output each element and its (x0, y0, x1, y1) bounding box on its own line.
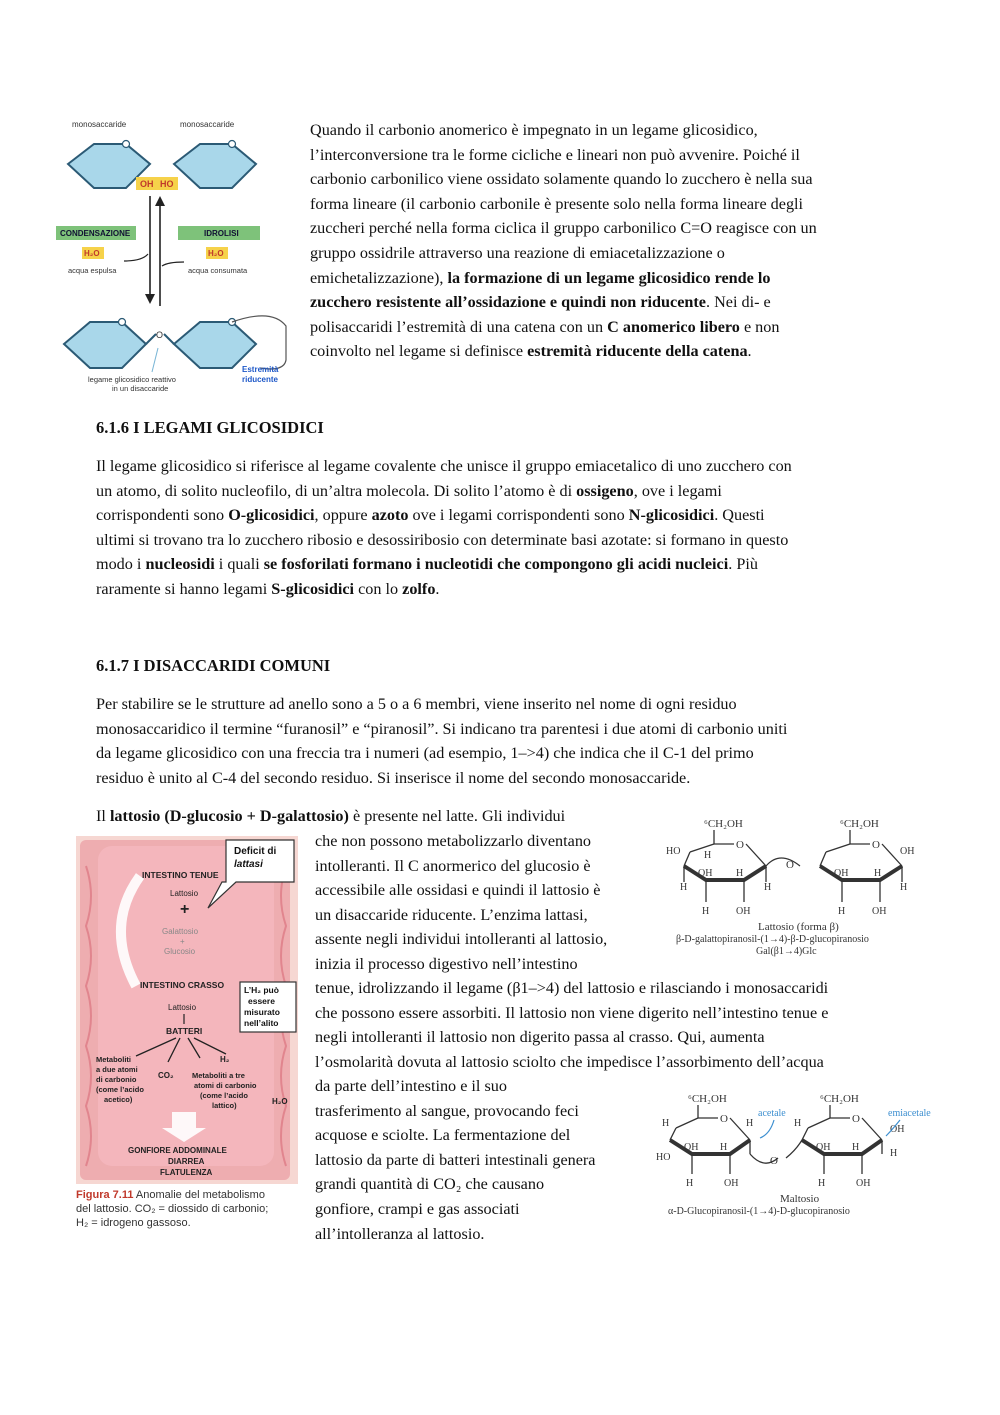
intro-line: gruppo ossidrile attraverso una reazione di emiacetalizzazione o (310, 243, 725, 262)
intro-line (310, 339, 910, 364)
intro-line (310, 266, 910, 291)
label-ch2oh-right: ⁶CH₂OH (820, 1093, 859, 1105)
body-line: che non possono metabolizzarlo diventano (315, 832, 592, 850)
svg-text:OH: OH (736, 906, 751, 917)
body-line: grandi quantità di CO₂ che causano (315, 1175, 545, 1194)
text-span: ove i legami corrispondenti sono (408, 506, 629, 525)
body-line: residuo è unito al C-4 del secondo residuo. Si inserisce il nome del secondo monosaccaride. (96, 768, 691, 787)
body-line: l’osmolarità dovuta al lattosio sciolto che impedisce l’assorbimento dell’acqua (315, 1052, 824, 1071)
body-line (96, 577, 916, 602)
svg-text:HO: HO (666, 846, 681, 857)
svg-text:H: H (736, 868, 744, 879)
svg-text:H: H (818, 1178, 826, 1189)
label-acqua-consumata: acqua consumata (188, 266, 248, 275)
svg-text:H: H (704, 850, 712, 861)
label-metaboliti-tre: lattico) (212, 1101, 237, 1110)
label-lattosio-2: Lattosio (168, 1003, 197, 1012)
svg-text:OH: OH (872, 906, 887, 917)
label-mono-right: monosaccaride (180, 120, 235, 129)
text-span: è presente nel latte. Gli individui (348, 807, 566, 825)
label-glucosio: Glucosio (164, 947, 196, 956)
label-co2: CO₂ (158, 1071, 174, 1080)
svg-text:O: O (770, 1155, 778, 1167)
bold-span: lattosio (D-glucosio + D-galattosio) (109, 807, 349, 825)
label-h2o-left: H₂O (84, 249, 100, 258)
svg-text:OH: OH (724, 1178, 739, 1189)
bold-span: se fosforilati formano i nucleotidi che compongono gli acidi nucleici (263, 555, 729, 574)
body-line: un disaccaride riducente. L’enzima lattasi, (315, 905, 588, 924)
section-title-616: 6.1.6 I LEGAMI GLICOSIDICI (96, 418, 324, 437)
figure-caption (76, 1188, 298, 1230)
body-line: tenue, idrolizzando il legame (β1–>4) del lattosio e rilasciando i monosaccaridi (315, 979, 829, 997)
label-lattosio-name: β-D-galattopiranosil-(1→4)-β-D-glucopiranosio (676, 934, 869, 945)
body-line: da parte dell’intestino e il suo (315, 1077, 507, 1095)
svg-text:OH: OH (890, 1124, 905, 1135)
intro-line: zuccheri perché nella forma ciclica il gruppo carbonilico C=O reagisce con un (310, 219, 817, 238)
label-acqua-espulsa: acqua espulsa (68, 266, 117, 275)
intro-line: l’interconversione tra le forme cicliche e lineari non può avvenire. Poiché il (310, 145, 800, 164)
lattosio-line-1 (96, 804, 656, 829)
label-outcome: GONFIORE ADDOMINALE (128, 1146, 227, 1155)
body-line: accessibile alle ossidasi e quindi il lattosio è (315, 881, 601, 900)
intestine-diagram (76, 836, 298, 1236)
svg-text:O: O (872, 839, 880, 851)
section-616-body (96, 454, 916, 602)
label-legame-1: legame glicosidico reattivo (88, 375, 176, 384)
figure-glycosidic-bond (54, 116, 294, 401)
intro-line: forma lineare (il carbonio carbonile è presente solo nella forma lineare degli (310, 194, 804, 213)
svg-text:H: H (680, 882, 688, 893)
label-acetale: acetale (758, 1108, 786, 1119)
caption-line: del lattosio. CO₂ = diossido di carbonio; (76, 1203, 269, 1215)
label-ho: HO (160, 179, 174, 189)
label-emiacetale: emiacetale (888, 1108, 931, 1119)
body-line: da legame glicosidico con una freccia tra i numeri (ad esempio, 1–>4) che indica che il C-1 del primo (96, 744, 754, 763)
svg-text:O: O (786, 859, 794, 871)
lattosio-structure-svg (660, 810, 920, 960)
bold-span: azoto (371, 506, 409, 525)
label-o-link: O (156, 330, 164, 340)
svg-text:H: H (874, 868, 882, 879)
label-galattosio: Galattosio (162, 927, 199, 936)
label-maltosio-name: α-D-Glucopiranosil-(1→4)-D-glucopiranosio (668, 1206, 850, 1217)
svg-text:OH: OH (698, 868, 713, 879)
svg-text:H: H (662, 1118, 670, 1129)
body-line (96, 479, 916, 504)
text-span: Il (96, 807, 110, 825)
body-line: inizia il processo digestivo nell’intestino (315, 954, 578, 973)
figure-intestine (76, 836, 298, 1236)
label-h2o-right: H₂O (208, 249, 224, 258)
label-estremita-2: riducente (242, 375, 279, 384)
label-lattosio-abbr: Gal(β1→4)Glc (756, 946, 817, 957)
text-span: , oppure (314, 506, 372, 525)
ring-top-right (174, 144, 256, 188)
label-oh: OH (140, 179, 154, 189)
label-h2o: H₂O (272, 1097, 288, 1106)
text-span: . Questi (714, 506, 765, 525)
label-metaboliti-due: di carbonio (96, 1075, 137, 1084)
body-line: negli intolleranti il lattosio non digerito passa al crasso. Qui, aumenta (315, 1028, 765, 1047)
bold-span: estremità riducente della catena (527, 342, 748, 361)
svg-text:OH: OH (856, 1178, 871, 1189)
bold-span: O-glicosidici (228, 506, 315, 525)
svg-text:+: + (180, 937, 185, 946)
bold-span: la formazione di un legame glicosidico rende lo (447, 268, 771, 287)
label-deficit-2: lattasi (234, 859, 263, 870)
svg-text:H: H (764, 882, 772, 893)
bold-span: zolfo (402, 579, 436, 598)
label-metaboliti-due: (come l’acido (96, 1085, 144, 1094)
cross-icon: + (180, 901, 190, 918)
svg-text:OH: OH (816, 1142, 831, 1153)
intro-line (310, 315, 910, 340)
section-title-617: 6.1.7 I DISACCARIDI COMUNI (96, 656, 331, 675)
svg-text:O: O (720, 1113, 728, 1125)
label-metaboliti-tre: atomi di carbonio (194, 1081, 257, 1090)
ring-bottom-right (174, 322, 256, 368)
body-line (96, 552, 916, 577)
bold-span: ossigeno (576, 481, 634, 500)
label-intestino-tenue: INTESTINO TENUE (142, 870, 219, 880)
label-idrolisi: IDROLISI (204, 229, 239, 238)
body-line: ultimi si trovano tra lo zucchero ribosio e desossiribosio con determinate basi azotate: si formano in questo (96, 530, 789, 549)
svg-text:H: H (852, 1142, 860, 1153)
svg-text:HO: HO (656, 1152, 671, 1163)
label-h2-box: nell’alito (244, 1018, 279, 1028)
caption-line: H₂ = idrogeno gassoso. (76, 1217, 191, 1229)
text-span: i quali (214, 555, 264, 574)
label-batteri: BATTERI (166, 1026, 203, 1036)
svg-text:O: O (852, 1113, 860, 1125)
bold-span: N-glicosidici (628, 506, 715, 525)
label-ch2oh-right: ⁶CH₂OH (840, 818, 879, 830)
label-metaboliti-due: acetico) (104, 1095, 133, 1104)
lattosio-narrow-block (315, 829, 655, 977)
label-metaboliti-tre: Metaboliti a tre (192, 1071, 245, 1080)
label-condensazione: CONDENSAZIONE (60, 229, 131, 238)
svg-text:OH: OH (900, 846, 915, 857)
svg-text:OH: OH (834, 868, 849, 879)
text-span: Anomalie del metabolismo (133, 1189, 265, 1201)
svg-text:H: H (890, 1148, 898, 1159)
caption-label: Figura 7.11 (76, 1189, 134, 1201)
lattosio-wide-block (315, 976, 935, 1074)
text-span: . (747, 342, 752, 361)
ring-bottom-left (64, 322, 146, 368)
svg-text:H: H (702, 906, 710, 917)
label-ch2oh-left: ⁶CH₂OH (688, 1093, 727, 1105)
figure-lattosio-structure (660, 810, 920, 960)
text-span: raramente si hanno legami (96, 579, 272, 598)
label-metaboliti-tre: (come l’acido (200, 1091, 248, 1100)
caption-line (76, 1188, 298, 1202)
text-span: e non (739, 317, 780, 336)
svg-text:H: H (746, 1118, 754, 1129)
intro-line (310, 290, 910, 315)
label-h2-box: misurato (244, 1007, 280, 1017)
body-line (96, 503, 916, 528)
label-intestino-crasso: INTESTINO CRASSO (140, 980, 225, 990)
bold-span: C anomerico libero (607, 317, 740, 336)
label-lattosio-title: Lattosio (forma β) (758, 921, 839, 933)
svg-text:H: H (794, 1118, 802, 1129)
body-line: lattosio da parte di batteri intestinali genera (315, 1150, 596, 1169)
section-617-body (96, 692, 916, 790)
label-lattosio-1: Lattosio (170, 889, 199, 898)
text-span: . Più (728, 555, 758, 574)
text-span: con lo (354, 579, 403, 598)
lattosio-narrow-block-2 (315, 1074, 655, 1246)
svg-text:H: H (838, 906, 846, 917)
svg-text:OH: OH (684, 1142, 699, 1153)
text-span: polisaccaridi l’estremità di una catena con un (310, 317, 608, 336)
label-ch2oh-left: ⁶CH₂OH (704, 818, 743, 830)
label-mono-left: monosaccaride (72, 120, 127, 129)
label-h2-box: L’H₂ può (244, 985, 279, 995)
body-line: Per stabilire se le strutture ad anello sono a 5 o a 6 membri, viene inserito nel nome di ogni residuo (96, 695, 737, 713)
body-line: Il legame glicosidico si riferisce al legame covalente che unisce il gruppo emiacetalico di uno zucchero con (96, 457, 792, 475)
label-deficit-1: Deficit di (234, 846, 277, 857)
label-maltosio-title: Maltosio (780, 1193, 820, 1205)
intro-line: Quando il carbonio anomerico è impegnato in un legame glicosidico, (310, 121, 758, 139)
svg-text:O: O (736, 839, 744, 851)
label-metaboliti-due: Metaboliti (96, 1055, 131, 1064)
svg-text:H: H (900, 882, 908, 893)
text-span: modo i (96, 555, 146, 574)
svg-text:H: H (686, 1178, 694, 1189)
label-outcome: FLATULENZA (160, 1168, 213, 1177)
label-estremita-1: Estremità (242, 365, 279, 374)
intro-line: carbonio carbonilico viene ossidato solamente quando lo zucchero è nella sua (310, 170, 813, 189)
figure-maltosio-structure (654, 1090, 936, 1222)
body-line: che possono essere assorbiti. Il lattosio non viene digerito nell’intestino tenue e (315, 1003, 829, 1022)
text-span: corrispondenti sono (96, 506, 229, 525)
body-line: gonfiore, crampi e gas associati (315, 1199, 520, 1218)
label-h2-box: essere (248, 996, 275, 1006)
text-span: un atomo, di solito nucleofilo, di un’altra molecola. Di solito l’atomo è di (96, 481, 577, 500)
text-span: emichetalizzazione), (310, 268, 448, 287)
bold-span: S-glicosidici (271, 579, 355, 598)
body-line: acquose e sciolte. La fermentazione del (315, 1126, 571, 1145)
body-line: monosaccaridico il termine “furanosil” e “piranosil”. Si indicano tra parentesi i due atomi di carbonio uniti (96, 719, 788, 738)
intro-paragraph (310, 118, 910, 364)
svg-text:H: H (720, 1142, 728, 1153)
text-span: . (435, 579, 440, 598)
maltosio-structure-svg (654, 1090, 936, 1222)
body-line: all’intolleranza al lattosio. (315, 1224, 485, 1243)
label-legame-2: in un disaccaride (112, 384, 169, 393)
text-span: coinvolto nel legame si definisce (310, 342, 528, 361)
bold-span: zucchero resistente all’ossidazione e quindi non riducente (310, 293, 706, 312)
text-span: . Nei di- e (706, 293, 771, 312)
body-line: trasferimento al sangue, provocando feci (315, 1101, 579, 1120)
text-span: , ove i legami (633, 481, 722, 500)
label-h2: H₂ (220, 1055, 230, 1064)
glycosidic-bond-diagram (54, 116, 294, 401)
label-metaboliti-due: a due atomi (96, 1065, 138, 1074)
label-outcome: DIARREA (168, 1157, 205, 1166)
body-line: assente negli individui intolleranti al lattosio, (315, 930, 608, 949)
bold-span: nucleosidi (145, 555, 215, 574)
body-line: intolleranti. Il C anormerico del glucosio è (315, 856, 591, 875)
